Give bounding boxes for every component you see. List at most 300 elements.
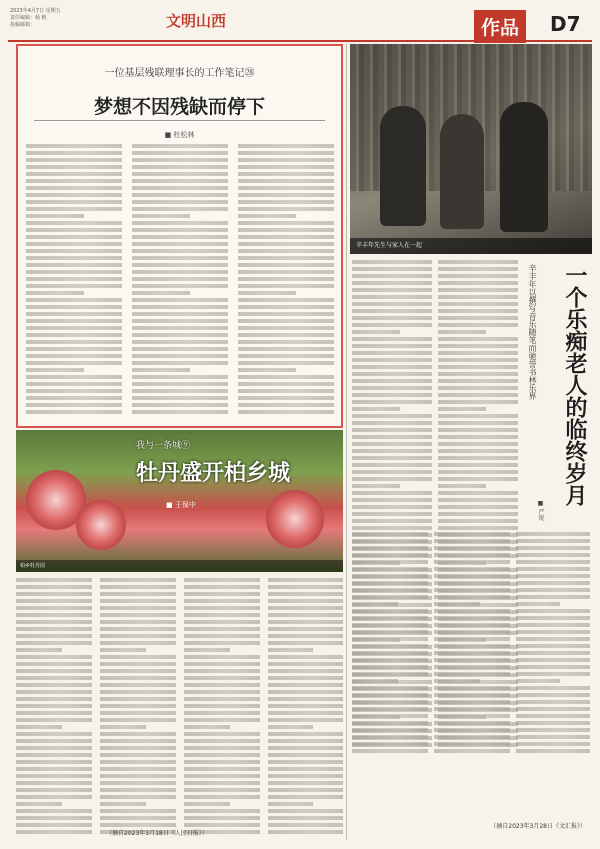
text-line: [16, 718, 92, 722]
text-line: [238, 144, 334, 148]
text-line: [100, 795, 176, 799]
text-line: [434, 728, 510, 732]
text-line: [238, 403, 334, 407]
text-line: [26, 200, 122, 204]
text-line: [16, 753, 92, 757]
text-line: [438, 512, 518, 516]
text-line: [184, 781, 260, 785]
text-line: [438, 526, 518, 530]
text-line: [238, 263, 334, 267]
text-line: [100, 592, 176, 596]
text-line: [352, 672, 428, 676]
text-line: [100, 725, 146, 729]
text-line: [184, 718, 260, 722]
text-line: [132, 312, 228, 316]
text-line: [434, 672, 510, 676]
text-line: [132, 242, 228, 246]
text-line: [132, 340, 228, 344]
text-line: [132, 396, 228, 400]
text-line: [352, 735, 428, 739]
text-line: [16, 725, 62, 729]
text-line: [516, 574, 590, 578]
text-line: [132, 354, 228, 358]
text-line: [16, 767, 92, 771]
text-line: [132, 165, 228, 169]
text-line: [352, 519, 432, 523]
text-line: [352, 728, 428, 732]
text-line: [132, 277, 228, 281]
text-line: [184, 599, 260, 603]
text-line: [184, 816, 260, 820]
text-line: [434, 588, 510, 592]
text-line: [238, 207, 334, 211]
date-line: 2023年4月7日 星期五: [10, 8, 61, 14]
text-line: [100, 823, 176, 827]
text-line: [434, 700, 510, 704]
text-line: [100, 788, 176, 792]
text-line: [438, 365, 518, 369]
text-line: [26, 144, 122, 148]
text-line: [352, 512, 432, 516]
text-line: [434, 707, 510, 711]
text-line: [100, 816, 176, 820]
text-line: [352, 351, 432, 355]
text-line: [16, 809, 92, 813]
text-line: [352, 546, 428, 550]
text-line: [352, 560, 428, 564]
text-line: [26, 375, 122, 379]
text-line: [238, 396, 334, 400]
text-line: [352, 456, 432, 460]
text-line: [100, 753, 176, 757]
text-line: [352, 372, 432, 376]
text-line: [132, 284, 228, 288]
peony-flower: [266, 490, 324, 548]
text-line: [100, 774, 176, 778]
text-line: [26, 165, 122, 169]
person-figure: [440, 114, 484, 229]
text-line: [438, 505, 518, 509]
text-line: [184, 795, 260, 799]
text-column: [184, 578, 260, 840]
text-line: [238, 361, 334, 365]
text-line: [100, 655, 176, 659]
text-line: [132, 172, 228, 176]
text-line: [132, 186, 228, 190]
text-line: [352, 679, 398, 683]
text-line: [16, 613, 92, 617]
text-line: [516, 721, 590, 725]
text-line: [132, 221, 228, 225]
text-line: [434, 567, 510, 571]
text-line: [26, 333, 122, 337]
text-line: [16, 732, 92, 736]
text-line: [438, 309, 518, 313]
text-line: [238, 235, 334, 239]
text-line: [238, 179, 334, 183]
text-line: [352, 414, 432, 418]
text-line: [268, 809, 343, 813]
text-line: [238, 319, 334, 323]
text-line: [268, 655, 343, 659]
text-line: [26, 291, 84, 295]
text-line: [352, 337, 432, 341]
text-line: [434, 651, 510, 655]
text-line: [268, 774, 343, 778]
text-line: [132, 200, 228, 204]
text-line: [516, 665, 590, 669]
text-line: [132, 347, 228, 351]
text-line: [238, 221, 334, 225]
text-line: [132, 333, 228, 337]
text-line: [238, 193, 334, 197]
text-line: [352, 470, 432, 474]
editor-line: 责任编辑：杨 帆: [10, 15, 47, 21]
text-line: [434, 609, 510, 613]
text-line: [100, 599, 176, 603]
text-line: [438, 428, 518, 432]
text-line: [438, 323, 518, 327]
text-line: [26, 270, 122, 274]
text-line: [238, 228, 334, 232]
text-line: [26, 221, 122, 225]
text-line: [268, 676, 343, 680]
text-line: [132, 249, 228, 253]
text-line: [438, 442, 518, 446]
text-line: [184, 725, 230, 729]
text-line: [438, 302, 518, 306]
text-line: [268, 585, 343, 589]
text-line: [516, 539, 590, 543]
text-line: [238, 382, 334, 386]
text-line: [268, 697, 343, 701]
text-line: [132, 263, 228, 267]
text-line: [16, 627, 92, 631]
text-line: [352, 595, 428, 599]
text-line: [268, 753, 343, 757]
text-line: [184, 774, 260, 778]
text-line: [238, 186, 334, 190]
text-line: [268, 669, 343, 673]
text-line: [268, 816, 343, 820]
text-line: [434, 553, 510, 557]
text-line: [352, 581, 428, 585]
text-line: [26, 214, 84, 218]
text-line: [268, 704, 343, 708]
masthead: [8, 6, 592, 42]
text-line: [352, 665, 428, 669]
text-line: [352, 637, 428, 641]
text-line: [438, 386, 518, 390]
text-line: [438, 330, 486, 334]
text-line: [100, 746, 176, 750]
text-line: [26, 368, 84, 372]
text-line: [352, 379, 432, 383]
text-line: [352, 400, 432, 404]
text-line: [132, 179, 228, 183]
text-line: [352, 491, 432, 495]
article-kicker: 辛丰年以撰写音乐随笔而驰誉书林乐界: [528, 264, 537, 400]
text-line: [238, 326, 334, 330]
text-line: [26, 319, 122, 323]
text-line: [434, 546, 510, 550]
person-figure: [500, 102, 548, 232]
text-line: [352, 407, 400, 411]
text-line: [516, 707, 590, 711]
text-line: [352, 574, 428, 578]
text-line: [100, 620, 176, 624]
text-line: [438, 260, 518, 264]
text-line: [26, 389, 122, 393]
text-line: [184, 634, 260, 638]
text-line: [438, 372, 518, 376]
text-line: [16, 648, 62, 652]
article-kicker: 我与一条城⑨: [136, 441, 191, 451]
text-line: [352, 477, 432, 481]
text-line: [352, 442, 432, 446]
text-line: [352, 742, 428, 746]
text-line: [184, 711, 260, 715]
article-title: 梦想不因残缺而停下: [93, 96, 265, 118]
text-line: [26, 277, 122, 281]
text-line: [516, 630, 590, 634]
text-line: [100, 669, 176, 673]
text-line: [268, 683, 343, 687]
text-line: [16, 746, 92, 750]
text-line: [132, 375, 228, 379]
text-line: [184, 585, 260, 589]
text-line: [184, 788, 260, 792]
text-line: [132, 144, 228, 148]
text-line: [26, 249, 122, 253]
text-line: [184, 809, 260, 813]
text-line: [16, 578, 92, 582]
text-line: [132, 291, 190, 295]
text-line: [516, 679, 560, 683]
text-line: [16, 683, 92, 687]
text-line: [352, 421, 432, 425]
text-line: [132, 389, 228, 393]
text-line: [184, 627, 260, 631]
text-line: [16, 711, 92, 715]
article-body: [16, 578, 343, 840]
text-line: [100, 760, 176, 764]
text-line: [352, 630, 428, 634]
text-line: [16, 676, 92, 680]
text-line: [16, 690, 92, 694]
text-line: [352, 700, 428, 704]
text-line: [352, 651, 428, 655]
text-line: [238, 249, 334, 253]
text-line: [438, 337, 518, 341]
text-line: [516, 581, 590, 585]
text-line: [238, 312, 334, 316]
newspaper-logo: 文明山西: [166, 12, 227, 30]
text-line: [26, 347, 122, 351]
text-line: [16, 606, 92, 610]
text-line: [132, 326, 228, 330]
text-line: [132, 382, 228, 386]
text-line: [132, 158, 228, 162]
text-line: [26, 354, 122, 358]
text-line: [438, 358, 518, 362]
contact-line: 投稿邮箱：: [10, 22, 36, 28]
text-line: [184, 732, 260, 736]
text-line: [352, 721, 428, 725]
text-line: [516, 602, 560, 606]
text-line: [16, 774, 92, 778]
text-line: [434, 616, 510, 620]
text-line: [434, 539, 510, 543]
text-line: [434, 581, 510, 585]
text-line: [434, 686, 510, 690]
article-byline: ■ 王保中: [166, 501, 196, 509]
text-line: [352, 532, 428, 536]
text-line: [100, 606, 176, 610]
text-line: [268, 613, 343, 617]
text-line: [26, 340, 122, 344]
text-line: [16, 802, 62, 806]
text-line: [26, 207, 122, 211]
text-line: [516, 658, 590, 662]
text-line: [184, 648, 230, 652]
text-line: [238, 305, 334, 309]
text-line: [268, 732, 343, 736]
text-line: [238, 291, 296, 295]
text-line: [352, 609, 428, 613]
text-line: [352, 539, 428, 543]
text-line: [268, 788, 343, 792]
text-line: [268, 662, 343, 666]
text-line: [352, 274, 432, 278]
text-line: [16, 760, 92, 764]
text-line: [352, 358, 432, 362]
article-byline: ■ 杜松林: [164, 131, 195, 139]
text-line: [184, 683, 260, 687]
text-line: [438, 421, 518, 425]
text-line: [352, 302, 432, 306]
family-photo: [350, 44, 592, 254]
text-line: [26, 235, 122, 239]
text-line: [238, 298, 334, 302]
text-line: [434, 721, 510, 725]
text-line: [132, 151, 228, 155]
text-line: [438, 274, 518, 278]
text-line: [238, 172, 334, 176]
text-line: [438, 281, 518, 285]
text-line: [132, 228, 228, 232]
text-line: [100, 613, 176, 617]
text-line: [352, 267, 432, 271]
text-line: [100, 662, 176, 666]
text-line: [238, 158, 334, 162]
text-column: [516, 532, 590, 760]
text-line: [268, 739, 343, 743]
text-line: [516, 651, 590, 655]
text-line: [438, 463, 518, 467]
text-line: [516, 567, 590, 571]
peony-banner-photo: [16, 430, 343, 572]
text-line: [268, 746, 343, 750]
text-line: [238, 284, 334, 288]
text-line: [434, 644, 510, 648]
text-line: [184, 662, 260, 666]
text-line: [438, 435, 518, 439]
text-line: [16, 585, 92, 589]
text-line: [184, 697, 260, 701]
text-line: [352, 323, 432, 327]
text-column: [268, 578, 343, 840]
text-line: [352, 435, 432, 439]
text-line: [132, 298, 228, 302]
text-line: [352, 344, 432, 348]
text-line: [16, 704, 92, 708]
text-line: [438, 344, 518, 348]
text-line: [238, 256, 334, 260]
text-line: [516, 588, 590, 592]
text-line: [26, 242, 122, 246]
text-line: [434, 595, 510, 599]
text-line: [268, 725, 313, 729]
text-line: [438, 470, 518, 474]
text-line: [100, 732, 176, 736]
text-line: [352, 526, 432, 530]
text-line: [516, 609, 590, 613]
text-line: [434, 679, 480, 683]
text-line: [438, 288, 518, 292]
photo-caption: 辛丰年先生与家人在一起: [350, 238, 592, 254]
text-line: [516, 637, 590, 641]
text-line: [434, 658, 510, 662]
text-line: [132, 403, 228, 407]
text-line: [352, 616, 428, 620]
text-line: [184, 802, 230, 806]
text-line: [352, 330, 400, 334]
text-line: [100, 704, 176, 708]
text-line: [516, 616, 590, 620]
text-line: [16, 781, 92, 785]
text-line: [184, 760, 260, 764]
text-line: [100, 739, 176, 743]
text-line: [268, 599, 343, 603]
text-line: [26, 298, 122, 302]
text-line: [268, 592, 343, 596]
text-line: [516, 686, 590, 690]
text-line: [238, 347, 334, 351]
text-line: [184, 767, 260, 771]
text-line: [184, 753, 260, 757]
text-line: [268, 578, 343, 582]
banner-caption: 柏乡牡丹园: [16, 560, 343, 572]
text-line: [100, 676, 176, 680]
text-line: [434, 749, 510, 753]
text-line: [434, 693, 510, 697]
text-line: [352, 393, 432, 397]
text-line: [26, 361, 122, 365]
text-line: [132, 270, 228, 274]
text-line: [132, 214, 190, 218]
text-line: [100, 641, 176, 645]
text-line: [100, 781, 176, 785]
page-number: D7: [550, 12, 581, 36]
peony-flower: [76, 500, 126, 550]
text-line: [26, 179, 122, 183]
text-line: [352, 644, 428, 648]
text-line: [100, 718, 176, 722]
text-line: [26, 256, 122, 260]
text-line: [516, 749, 590, 753]
text-line: [516, 714, 590, 718]
